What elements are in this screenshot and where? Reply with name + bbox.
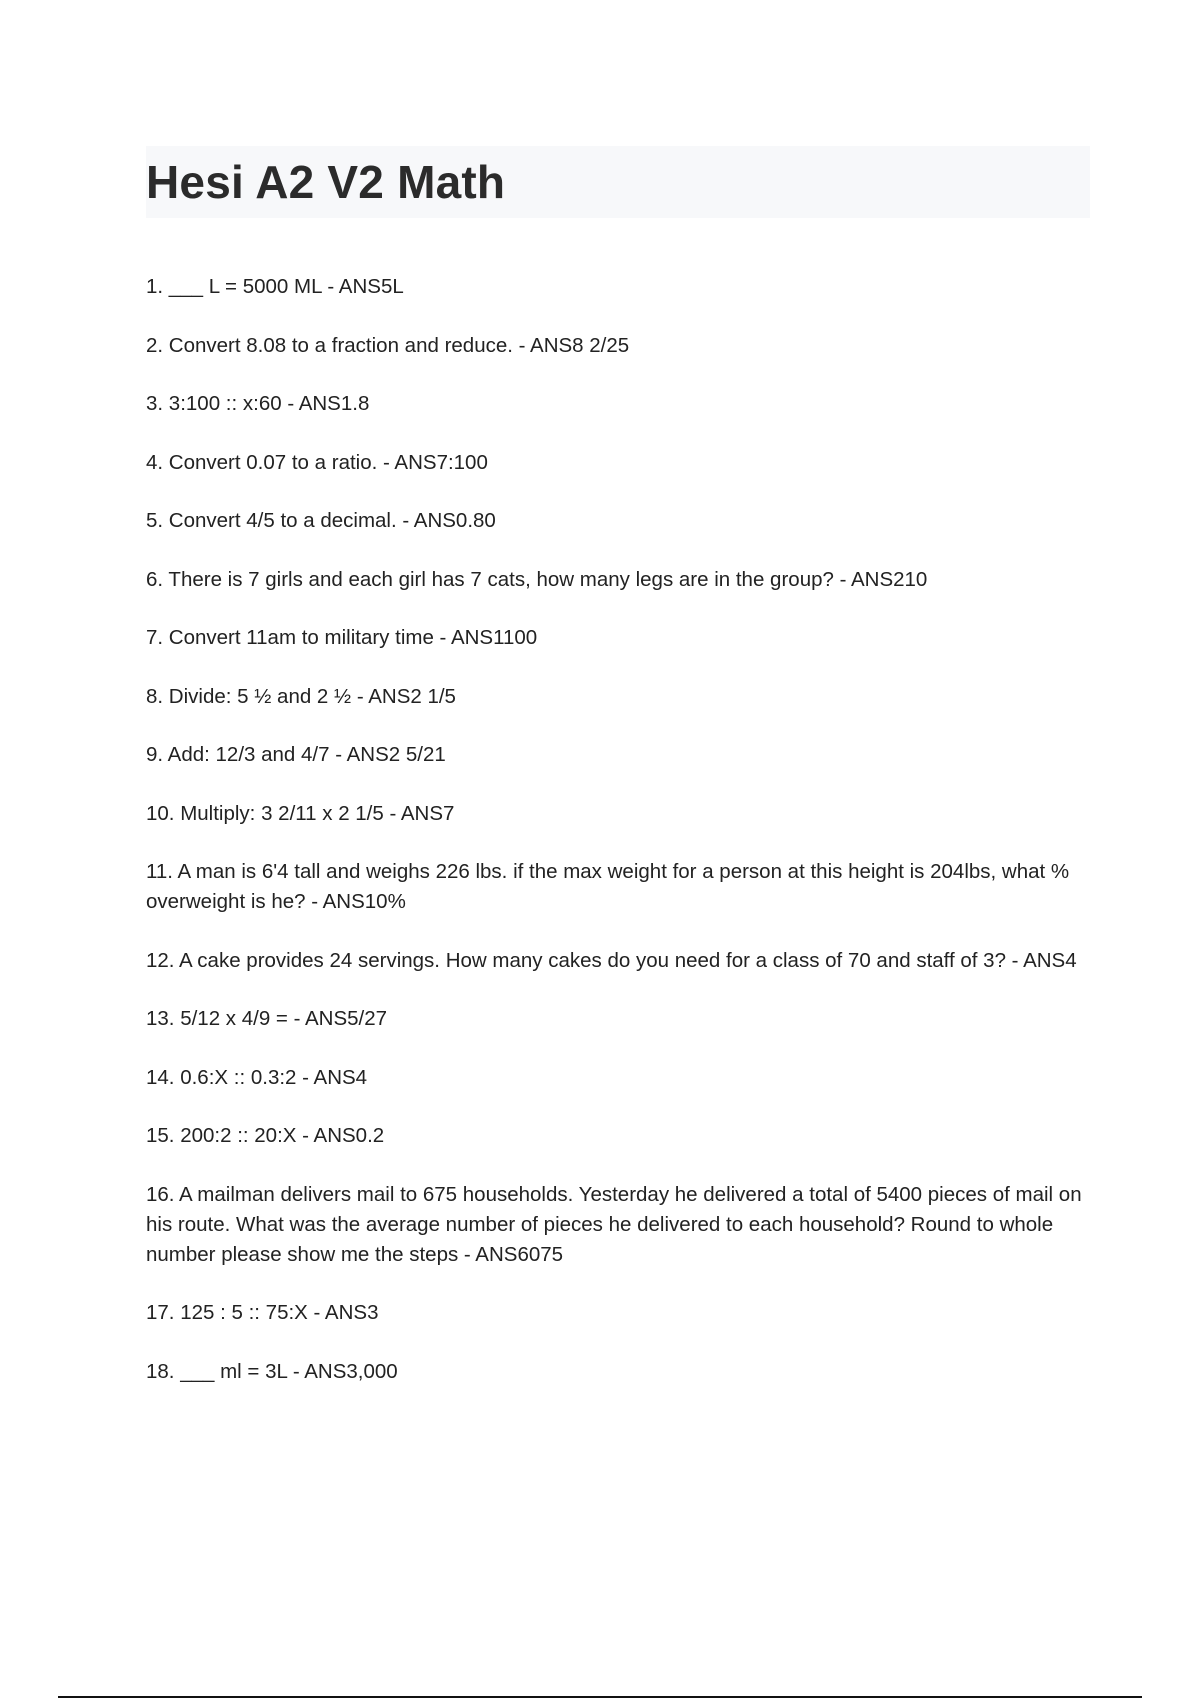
question-14: 14. 0.6:X :: 0.3:2 - ANS4 — [146, 1065, 368, 1089]
question-13: 13. 5/12 x 4/9 = - ANS5/27 — [146, 1007, 388, 1030]
question-11: 11. A man is 6'4 tall and weighs 226 lbs. if the max weight for a person at this height is 204lbs, what % overweight is he? - ANS10% — [146, 860, 1070, 913]
question-9: 9. Add: 12/3 and 4/7 - ANS2 5/21 — [146, 743, 446, 766]
title-band — [146, 146, 1090, 218]
question-6: 6. There is 7 girls and each girl has 7 cats, how many legs are in the group? - ANS210 — [146, 567, 928, 591]
question-8: 8. Divide: 5 ½ and 2 ½ - ANS2 1/5 — [146, 684, 456, 708]
page-bottom-rule — [58, 1696, 1142, 1698]
question-17: 17. 125 : 5 :: 75:X - ANS3 — [146, 1301, 379, 1324]
question-16: 16. A mailman delivers mail to 675 households. Yesterday he delivered a total of 5400 pieces of mail on his route. What was the average number of pieces he delivered to each household? Round to whole number please show me the steps - ANS6075 — [146, 1182, 1082, 1266]
question-7: 7. Convert 11am to military time - ANS1100 — [146, 626, 538, 649]
question-5: 5. Convert 4/5 to a decimal. - ANS0.80 — [146, 509, 496, 532]
question-list — [146, 272, 1090, 1415]
question-4: 4. Convert 0.07 to a ratio. - ANS7:100 — [146, 450, 488, 474]
question-18: 18. ___ ml = 3L - ANS3,000 — [146, 1359, 398, 1383]
question-2: 2. Convert 8.08 to a fraction and reduce. - ANS8 2/25 — [146, 333, 630, 357]
question-15: 15. 200:2 :: 20:X - ANS0.2 — [146, 1124, 385, 1147]
question-12: 12. A cake provides 24 servings. How many cakes do you need for a class of 70 and staff of 3? - ANS4 — [146, 948, 1077, 972]
document-title: Hesi A2 V2 Math — [146, 156, 506, 208]
question-10: 10. Multiply: 3 2/11 x 2 1/5 - ANS7 — [146, 801, 455, 825]
question-1: 1. ___ L = 5000 ML - ANS5L — [146, 275, 404, 298]
question-3: 3. 3:100 :: x:60 - ANS1.8 — [146, 392, 370, 415]
